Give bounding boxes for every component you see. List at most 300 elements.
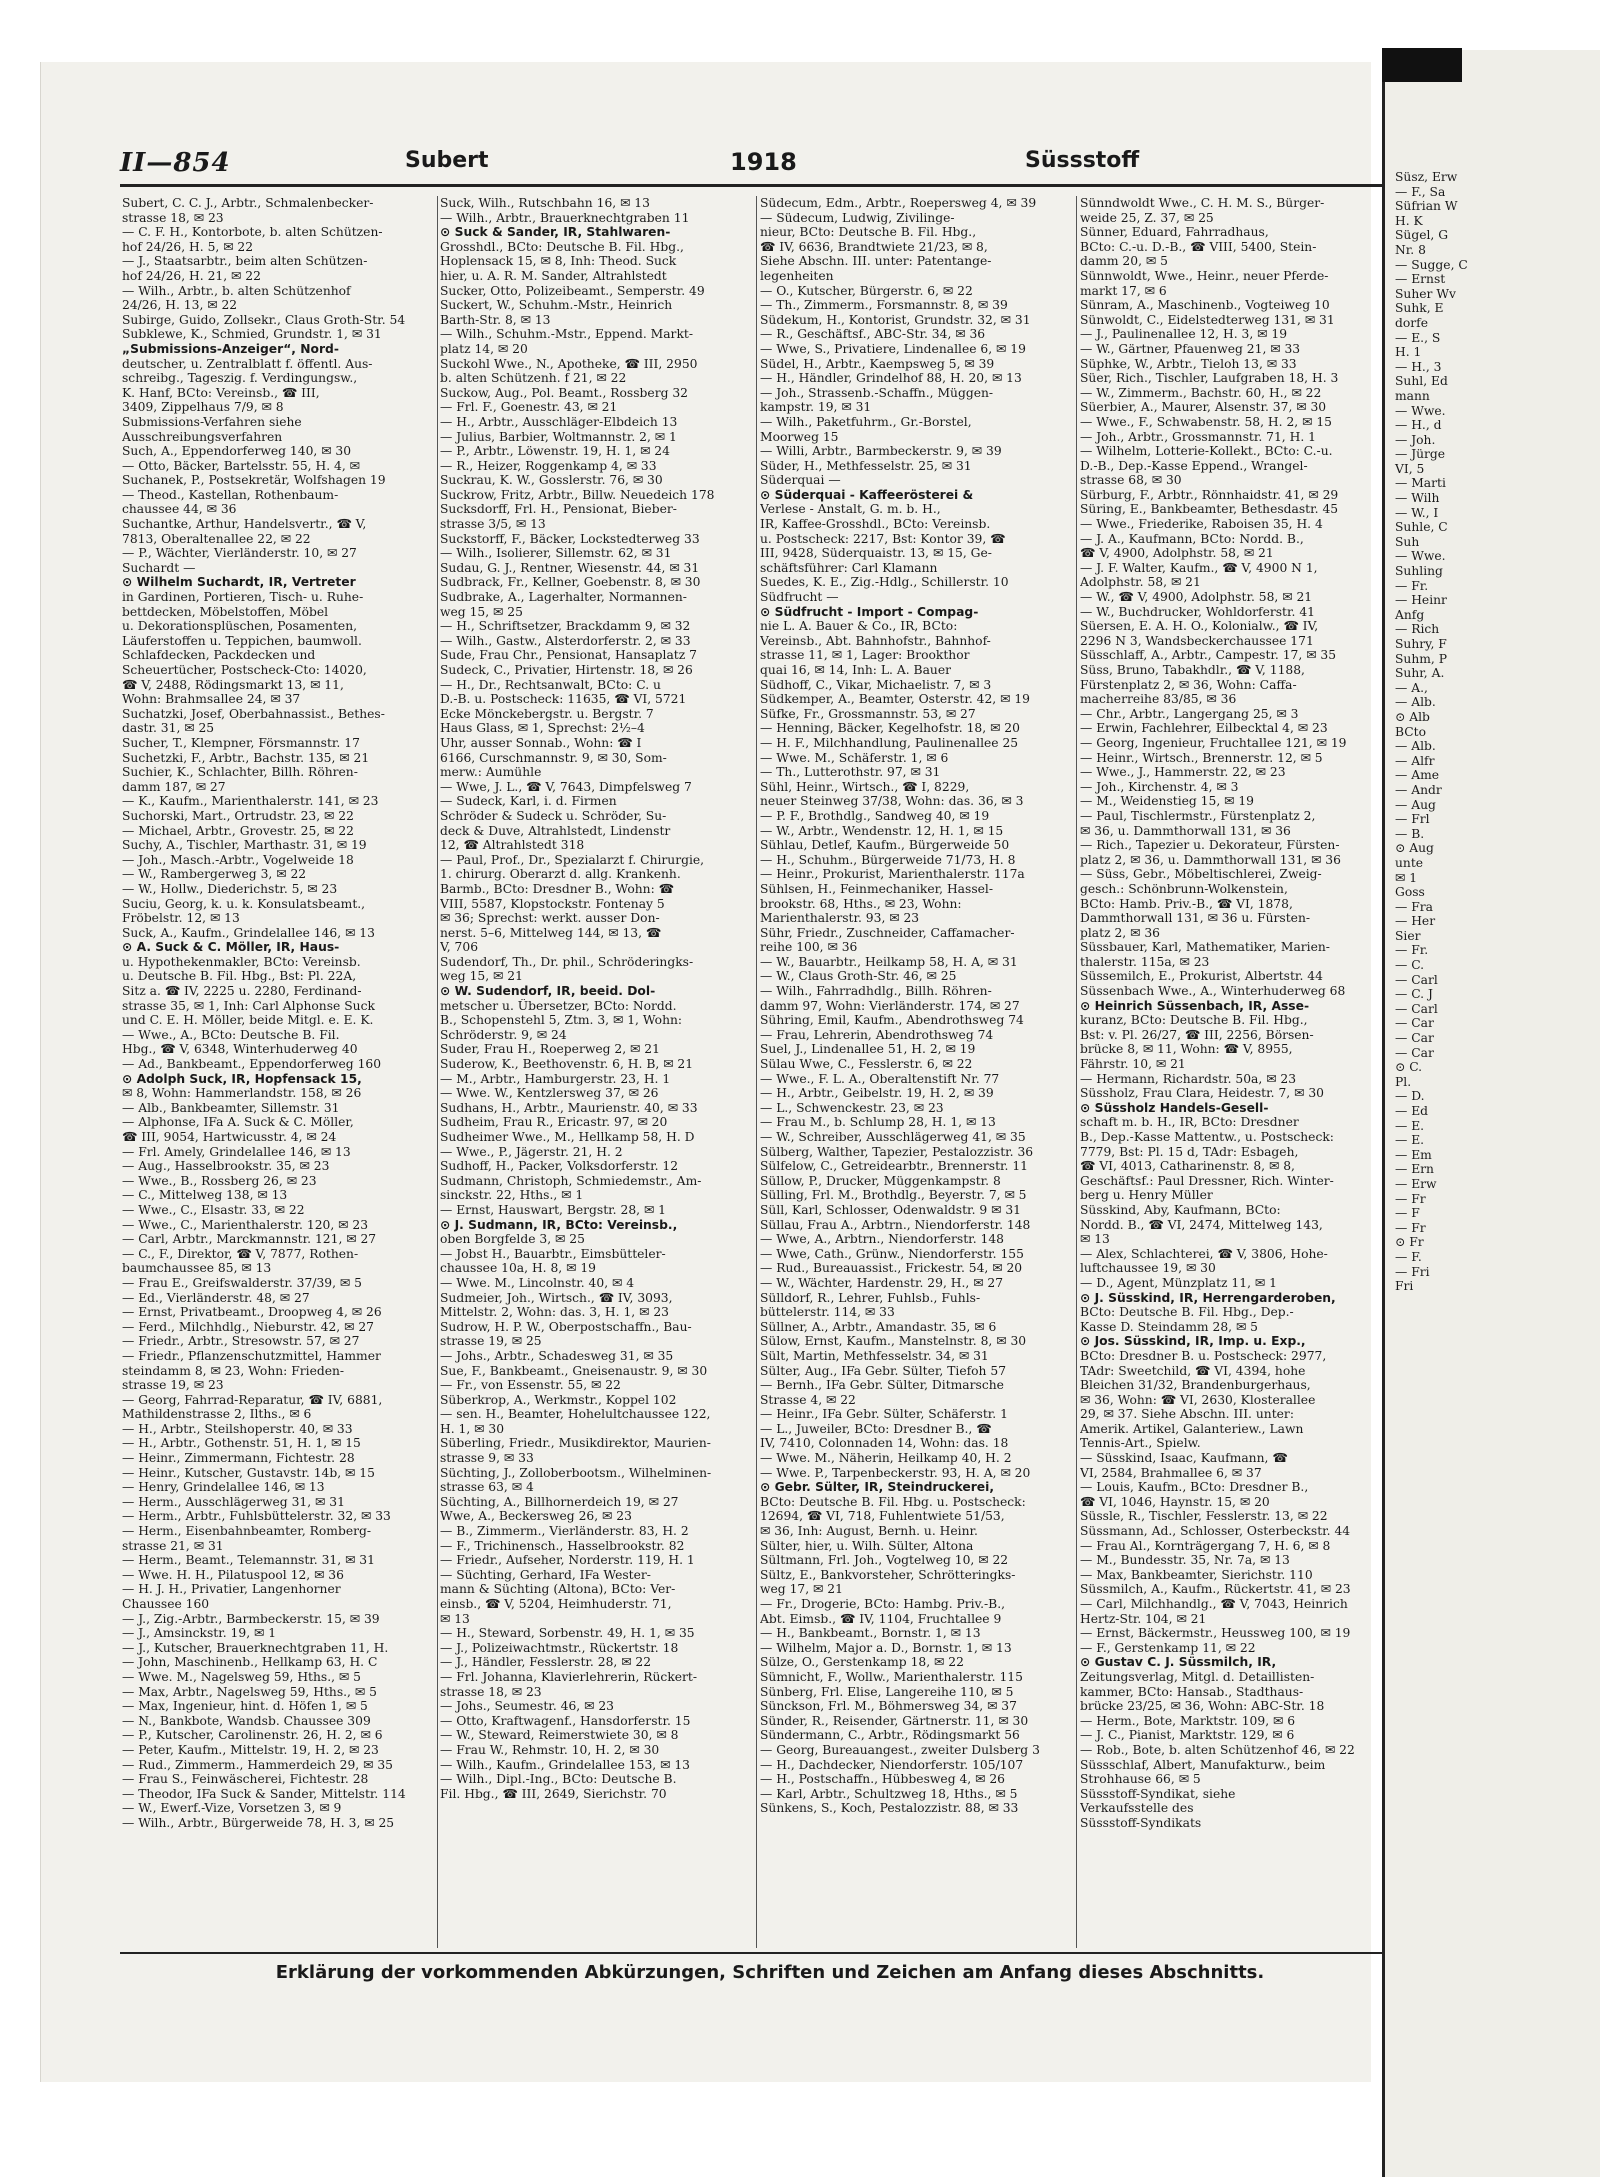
directory-line: Sültz, E., Bankvorsteher, Schrötteringks- bbox=[760, 1567, 1016, 1582]
edge-line: — Ern bbox=[1395, 1162, 1434, 1177]
directory-line: steindamm 8, ✉ 23, Wohn: Frieden- bbox=[122, 1363, 345, 1378]
directory-line: — Jobst H., Bauarbtr., Eimsbütteler- bbox=[440, 1246, 666, 1261]
directory-line: u. Hypothekenmakler, BCto: Vereinsb. bbox=[122, 954, 361, 969]
directory-line: strasse 19, ✉ 23 bbox=[122, 1378, 224, 1393]
edge-line: — Wilh bbox=[1395, 491, 1440, 506]
directory-line: ✉ 8, Wohn: Hammerlandstr. 158, ✉ 26 bbox=[122, 1086, 362, 1101]
directory-line: — Sudeck, Karl, i. d. Firmen bbox=[440, 794, 617, 809]
directory-line: — Henry, Grindelallee 146, ✉ 13 bbox=[122, 1480, 325, 1495]
directory-line: bettdecken, Möbelstoffen, Möbel bbox=[122, 604, 329, 619]
directory-line: Süssbauer, Karl, Mathematiker, Marien- bbox=[1080, 940, 1330, 955]
directory-line: ⊙ Gebr. Sülter, IR, Steindruckerei, bbox=[760, 1480, 994, 1495]
edge-line: Anfg bbox=[1395, 607, 1425, 622]
directory-line: brookstr. 68, Hths., ✉ 23, Wohn: bbox=[760, 896, 962, 911]
edge-line: — E., S bbox=[1395, 330, 1441, 345]
directory-line: Sudhans, H., Arbtr., Maurienstr. 40, ✉ 33 bbox=[440, 1100, 698, 1115]
footer-rule bbox=[120, 1952, 1382, 1954]
directory-line: 12, ☎ Altrahlstedt 318 bbox=[440, 838, 585, 853]
directory-line: VI, 2584, Brahmallee 6, ✉ 37 bbox=[1080, 1465, 1262, 1480]
directory-line: — R., Geschäftsf., ABC-Str. 34, ✉ 36 bbox=[760, 327, 986, 342]
directory-line: Sitz a. ☎ IV, 2225 u. 2280, Ferdinand- bbox=[122, 984, 362, 999]
directory-line: strasse 18, ✉ 23 bbox=[122, 210, 224, 225]
directory-line: H. 1, ✉ 30 bbox=[440, 1421, 505, 1436]
directory-line: Moorweg 15 bbox=[760, 429, 839, 444]
directory-line: Sudmann, Christoph, Schmiedemstr., Am- bbox=[440, 1173, 702, 1188]
directory-line: — W., Claus Groth-Str. 46, ✉ 25 bbox=[760, 969, 957, 984]
edge-line: Süsz, Erw bbox=[1395, 170, 1458, 184]
directory-line: macherreihe 83/85, ✉ 36 bbox=[1080, 692, 1237, 707]
directory-line: Sünberg, Frl. Elise, Langereihe 110, ✉ 5 bbox=[760, 1684, 1014, 1699]
edge-line: Suhr, A. bbox=[1395, 666, 1445, 681]
directory-line: Sucher, T., Klempner, Försmannstr. 17 bbox=[122, 735, 360, 750]
directory-line: Süss, Bruno, Tabakhdlr., ☎ V, 1188, bbox=[1080, 663, 1305, 677]
directory-line: brücke 23/25, ✉ 36, Wohn: ABC-Str. 18 bbox=[1080, 1699, 1325, 1714]
directory-line: IV, 7410, Colonnaden 14, Wohn: das. 18 bbox=[760, 1436, 1009, 1451]
directory-line: deutscher, u. Zentralblatt f. öffentl. Aus- bbox=[122, 356, 373, 371]
directory-line: Süssenbach Wwe., A., Winterhuderweg 68 bbox=[1080, 984, 1346, 999]
directory-line: — M., Weidenstieg 15, ✉ 19 bbox=[1080, 794, 1255, 809]
directory-line: Submissions-Verfahren siehe bbox=[122, 414, 302, 429]
directory-line: — J. A., Kaufmann, BCto: Nordd. B., bbox=[1080, 531, 1304, 546]
directory-line: Grosshdl., BCto: Deutsche B. Fil. Hbg., bbox=[440, 239, 684, 254]
directory-line: ✉ 36, u. Dammthorwall 131, ✉ 36 bbox=[1080, 823, 1291, 838]
directory-line: Süll, Karl, Schlosser, Odenwaldstr. 9 ✉ 31 bbox=[760, 1202, 1021, 1217]
directory-line: platz 2, ✉ 36, u. Dammthorwall 131, ✉ 36 bbox=[1080, 852, 1341, 867]
directory-line: Dammthorwall 131, ✉ 36 u. Fürsten- bbox=[1080, 911, 1311, 926]
directory-line: — Ernst, Hauswart, Bergstr. 28, ✉ 1 bbox=[440, 1202, 666, 1217]
directory-line: — Rich., Tapezier u. Dekorateur, Fürsten- bbox=[1080, 838, 1340, 853]
directory-line: Sudheimer Wwe., M., Hellkamp 58, H. D bbox=[440, 1130, 695, 1144]
edge-line: — Andr bbox=[1395, 782, 1442, 797]
directory-line: strasse 18, ✉ 23 bbox=[440, 1684, 542, 1699]
directory-column-4 bbox=[1080, 196, 1380, 1948]
next-page-edge bbox=[1382, 50, 1600, 2177]
directory-line: TAdr: Sweetchild, ☎ VI, 4394, hohe bbox=[1080, 1363, 1306, 1378]
directory-line: — Frau E., Greifswalderstr. 37/39, ✉ 5 bbox=[122, 1275, 362, 1290]
directory-line: 7813, Oberaltenallee 22, ✉ 22 bbox=[122, 531, 311, 546]
directory-line: Ecke Mönckebergstr. u. Bergstr. 7 bbox=[440, 706, 654, 721]
directory-line: ⊙ J. Sudmann, IR, BCto: Vereinsb., bbox=[440, 1217, 678, 1232]
directory-line: chaussee 44, ✉ 36 bbox=[122, 502, 237, 517]
directory-line: — W., Rambergerweg 3, ✉ 22 bbox=[122, 867, 307, 882]
edge-line: — Marti bbox=[1395, 476, 1446, 491]
directory-line: ⊙ Süssholz Handels-Gesell- bbox=[1080, 1100, 1269, 1115]
directory-line: Schröder & Sudeck u. Schröder, Su- bbox=[440, 808, 667, 823]
edge-line: — Wwe. bbox=[1395, 549, 1446, 564]
directory-line: Geschäftsf.: Paul Dressner, Rich. Winter- bbox=[1080, 1173, 1334, 1188]
directory-line: ✉ 36, Inh: August, Bernh. u. Heinr. bbox=[760, 1524, 978, 1539]
directory-line: — Wilh., Arbtr., b. alten Schützenhof bbox=[122, 283, 351, 298]
directory-line: — Süss, Gebr., Möbeltischlerei, Zweig- bbox=[1080, 867, 1322, 882]
edge-line: — Ed bbox=[1395, 1104, 1429, 1118]
directory-line: — W., Hollw., Diederichstr. 5, ✉ 23 bbox=[122, 881, 338, 896]
directory-line: — Carl, Arbtr., Marckmannstr. 121, ✉ 27 bbox=[122, 1232, 377, 1247]
directory-line: Sucksdorff, Frl. H., Pensionat, Bieber- bbox=[440, 502, 677, 517]
directory-line: Süssstoff-Syndikat, siehe bbox=[1080, 1786, 1236, 1801]
edge-line: — W., I bbox=[1395, 505, 1439, 520]
directory-line: Vereinsb., Abt. Bahnhofstr., Bahnhof- bbox=[760, 633, 991, 648]
directory-line: weg 15, ✉ 25 bbox=[440, 604, 523, 619]
directory-line: — Frau S., Feinwäscherei, Fichtestr. 28 bbox=[122, 1772, 369, 1787]
directory-line: Suckert, W., Schuhm.-Mstr., Heinrich bbox=[440, 298, 673, 313]
directory-line: — Joh., Arbtr., Grossmannstr. 71, H. 1 bbox=[1080, 429, 1316, 444]
edge-line: Suhling bbox=[1395, 564, 1443, 579]
directory-line: — C., Mittelweg 138, ✉ 13 bbox=[122, 1188, 288, 1203]
directory-line: — Frau, Lehrerin, Abendrothsweg 74 bbox=[760, 1027, 994, 1042]
directory-line: — Wwe. H. H., Pilatuspool 12, ✉ 36 bbox=[122, 1567, 344, 1582]
directory-line: nieur, BCto: Deutsche B. Fil. Hbg., bbox=[760, 225, 977, 240]
directory-line: Sudau, G. J., Rentner, Wiesenstr. 44, ✉ 31 bbox=[440, 560, 700, 575]
directory-line: Süssmilch, A., Kaufm., Rückertstr. 41, ✉ 23 bbox=[1080, 1582, 1351, 1597]
directory-line: B., Dep.-Kasse Mattentw., u. Postscheck: bbox=[1080, 1130, 1334, 1144]
directory-line: damm 187, ✉ 27 bbox=[122, 779, 226, 794]
directory-line: — Friedr., Pflanzenschutzmittel, Hammer bbox=[122, 1348, 381, 1363]
edge-line: Sügel, G bbox=[1395, 228, 1449, 243]
directory-line: — Max, Bankbeamter, Sierichstr. 110 bbox=[1080, 1567, 1313, 1582]
directory-line: Südel, H., Arbtr., Kaempsweg 5, ✉ 39 bbox=[760, 356, 995, 371]
edge-line: — H., 3 bbox=[1395, 359, 1442, 374]
directory-line: Hbg., ☎ V, 6348, Winterhuderweg 40 bbox=[122, 1042, 358, 1057]
edge-line: — Fra bbox=[1395, 899, 1433, 914]
directory-line: ☎ VI, 4013, Catharinenstr. 8, ✉ 8, bbox=[1080, 1159, 1295, 1174]
directory-line: K. Hanf, BCto: Vereinsb., ☎ III, bbox=[122, 385, 320, 400]
edge-line: Suhm, P bbox=[1395, 651, 1448, 666]
edge-line: Süfrian W bbox=[1395, 199, 1458, 214]
directory-line: strasse 35, ✉ 1, Inh: Carl Alphonse Suck bbox=[122, 998, 375, 1013]
directory-line: 3409, Zippelhaus 7/9, ✉ 8 bbox=[122, 400, 284, 415]
directory-line: reihe 100, ✉ 36 bbox=[760, 940, 858, 955]
directory-line: — Ernst, Privatbeamt., Droopweg 4, ✉ 26 bbox=[122, 1305, 382, 1320]
edge-line: — Fr bbox=[1395, 1220, 1426, 1235]
directory-line: Hoplensack 15, ✉ 8, Inh: Theod. Suck bbox=[440, 254, 677, 269]
directory-line: — Wwe. M., Näherin, Heilkamp 40, H. 2 bbox=[760, 1451, 1012, 1466]
edge-line: — A., bbox=[1395, 680, 1428, 695]
directory-line: hof 24/26, H. 5, ✉ 22 bbox=[122, 239, 254, 254]
directory-line: brücke 8, ✉ 11, Wohn: ☎ V, 8955, bbox=[1080, 1042, 1293, 1057]
directory-line: — J. F. Walter, Kaufm., ☎ V, 4900 N 1, bbox=[1080, 560, 1318, 575]
directory-line: Sünwoldt, C., Eidelstedterweg 131, ✉ 31 bbox=[1080, 312, 1335, 327]
edge-line: ⊙ C. bbox=[1395, 1060, 1423, 1075]
abbreviations-note: Erklärung der vorkommenden Abkürzungen, Schriften und Zeichen am Anfang dieses Abschnitts. bbox=[275, 1962, 1265, 1983]
directory-line: — D., Agent, Münzplatz 11, ✉ 1 bbox=[1080, 1275, 1277, 1290]
directory-line: — Wwe. M., Lincolnstr. 40, ✉ 4 bbox=[440, 1275, 635, 1290]
directory-line: Sürburg, F., Arbtr., Rönnhaidstr. 41, ✉ 29 bbox=[1080, 487, 1339, 502]
directory-line: kuranz, BCto: Deutsche B. Fil. Hbg., bbox=[1080, 1013, 1308, 1028]
edge-line: — Her bbox=[1395, 914, 1436, 929]
directory-line: — R., Heizer, Roggenkamp 4, ✉ 33 bbox=[440, 458, 657, 473]
directory-line: Suciu, Georg, k. u. k. Konsulatsbeamt., bbox=[122, 896, 366, 911]
directory-line: Such, A., Eppendorferweg 140, ✉ 30 bbox=[122, 444, 352, 459]
directory-line: Suel, J., Lindenallee 51, H. 2, ✉ 19 bbox=[760, 1042, 976, 1057]
directory-line: — Frau Al., Kornträgergang 7, H. 6, ✉ 8 bbox=[1080, 1538, 1331, 1553]
directory-line: Chaussee 160 bbox=[122, 1597, 210, 1611]
directory-line: — C. F. H., Kontorbote, b. alten Schützen- bbox=[122, 225, 383, 240]
directory-line: kampstr. 19, ✉ 31 bbox=[760, 400, 872, 415]
directory-line: und C. E. H. Möller, beide Mitgl. e. E. K. bbox=[122, 1013, 374, 1028]
directory-line: Süllow, P., Drucker, Müggenkampstr. 8 bbox=[760, 1173, 1001, 1188]
directory-line: — Süsskind, Isaac, Kaufmann, ☎ bbox=[1080, 1451, 1288, 1466]
directory-line: Suckrau, K. W., Gosslerstr. 76, ✉ 30 bbox=[440, 473, 663, 488]
directory-line: 7779, Bst: Pl. 15 d, TAdr: Esbageh, bbox=[1080, 1144, 1299, 1159]
directory-line: damm 20, ✉ 5 bbox=[1080, 254, 1168, 269]
directory-line: Strohhause 66, ✉ 5 bbox=[1080, 1772, 1201, 1787]
directory-line: — Herm., Bote, Marktstr. 109, ✉ 6 bbox=[1080, 1713, 1296, 1728]
directory-line: gesch.: Schönbrunn-Wolkenstein, bbox=[1080, 881, 1288, 896]
directory-line: Sülter, hier, u. Wilh. Sülter, Altona bbox=[760, 1538, 974, 1553]
directory-line: BCto: Hamb. Priv.-B., ☎ VI, 1878, bbox=[1080, 896, 1293, 911]
directory-line: — Th., Zimmerm., Forsmannstr. 8, ✉ 39 bbox=[760, 298, 1008, 313]
directory-line: strasse 11, ✉ 1, Lager: Brookthor bbox=[760, 648, 970, 663]
directory-line: — P., Kutscher, Carolinenstr. 26, H. 2, ✉ 6 bbox=[122, 1728, 383, 1743]
directory-line: — J., Amsinckstr. 19, ✉ 1 bbox=[122, 1626, 277, 1641]
directory-line: Süssmann, Ad., Schlosser, Osterbeckstr. 44 bbox=[1080, 1524, 1351, 1539]
directory-line: Sünkens, S., Koch, Pestalozzistr. 88, ✉ 33 bbox=[760, 1801, 1019, 1816]
directory-line: Suedes, K. E., Zig.-Hdlg., Schillerstr. 10 bbox=[760, 575, 1009, 590]
edge-line: — Heinr bbox=[1395, 593, 1447, 608]
directory-column-1 bbox=[122, 196, 434, 1948]
directory-column-3 bbox=[760, 196, 1072, 1948]
directory-line: hof 24/26, H. 21, ✉ 22 bbox=[122, 268, 261, 283]
directory-line: — Wwe, S., Privatiere, Lindenallee 6, ✉ 19 bbox=[760, 341, 1026, 356]
edge-line: — Em bbox=[1395, 1147, 1432, 1162]
directory-line: strasse 63, ✉ 4 bbox=[440, 1480, 534, 1495]
directory-line: — H., Dachdecker, Niendorferstr. 105/107 bbox=[760, 1757, 1024, 1772]
directory-line: Schröderstr. 9, ✉ 24 bbox=[440, 1027, 567, 1042]
directory-line: Süchting, J., Zolloberbootsm., Wilhelminen- bbox=[440, 1465, 712, 1480]
directory-line: 12694, ☎ VI, 718, Fuhlentwiete 51/53, bbox=[760, 1509, 1005, 1524]
directory-line: nie L. A. Bauer & Co., IR, BCto: bbox=[760, 619, 958, 634]
edge-line: ⊙ Alb bbox=[1395, 709, 1430, 724]
column-divider bbox=[1076, 196, 1077, 1948]
directory-line: schreibg., Tageszig. f. Verdingungsw., bbox=[122, 371, 358, 386]
directory-line: — Wwe., B., Rossberg 26, ✉ 23 bbox=[122, 1173, 317, 1188]
directory-line: — Wwe, A., Arbtrn., Niendorferstr. 148 bbox=[760, 1232, 1004, 1247]
directory-line: — Rob., Bote, b. alten Schützenhof 46, ✉ 22 bbox=[1080, 1742, 1355, 1757]
directory-line: — J., Staatsarbtr., beim alten Schützen- bbox=[122, 254, 368, 269]
directory-line: Süssholz, Frau Clara, Heidestr. 7, ✉ 30 bbox=[1080, 1086, 1324, 1101]
directory-line: thalerstr. 115a, ✉ 23 bbox=[1080, 954, 1210, 969]
directory-line: — Alphonse, IFa A. Suck & C. Möller, bbox=[122, 1115, 354, 1130]
directory-line: Suckohl Wwe., N., Apotheke, ☎ III, 2950 bbox=[440, 356, 698, 371]
directory-line: in Gardinen, Portieren, Tisch- u. Ruhe- bbox=[122, 590, 364, 605]
edge-line: H. K bbox=[1395, 213, 1423, 228]
edge-line: Suhle, C bbox=[1395, 520, 1448, 535]
directory-line: — W., Zimmerm., Bachstr. 60, H., ✉ 22 bbox=[1080, 385, 1322, 400]
directory-line: — Wwe., F. L. A., Oberaltenstift Nr. 77 bbox=[760, 1071, 1000, 1086]
directory-line: Suckrow, Fritz, Arbtr., Billw. Neuedeich 178 bbox=[440, 487, 715, 502]
directory-line: — Aug., Hasselbrookstr. 35, ✉ 23 bbox=[122, 1159, 330, 1174]
directory-line: — Rud., Bureauassist., Frickestr. 54, ✉ 20 bbox=[760, 1261, 1023, 1276]
directory-line: — Peter, Kaufm., Mittelstr. 19, H. 2, ✉ 23 bbox=[122, 1742, 379, 1757]
directory-line: Mathildenstrasse 2, Ilths., ✉ 6 bbox=[122, 1407, 312, 1422]
page-number: II—854 bbox=[120, 148, 231, 178]
directory-line: Läuferstoffen u. Teppichen, baumwoll. bbox=[122, 633, 362, 648]
directory-line: strasse 21, ✉ 31 bbox=[122, 1538, 224, 1553]
directory-line: Barth-Str. 8, ✉ 13 bbox=[440, 312, 551, 327]
directory-line: — Carl, Milchhandlg., ☎ V, 7043, Heinrich bbox=[1080, 1597, 1348, 1611]
edge-line: unte bbox=[1395, 855, 1424, 870]
directory-line: Sudbrack, Fr., Kellner, Goebenstr. 8, ✉ 30 bbox=[440, 575, 701, 590]
directory-line: — Heinr., IFa Gebr. Sülter, Schäferstr. 1 bbox=[760, 1407, 1008, 1422]
directory-line: Ausschreibungsverfahren bbox=[122, 429, 283, 444]
directory-line: — Louis, Kaufm., BCto: Dresdner B., bbox=[1080, 1480, 1309, 1495]
directory-line: ⊙ J. Süsskind, IR, Herrengarderoben, bbox=[1080, 1290, 1336, 1305]
directory-line: Süssle, R., Tischler, Fesslerstr. 13, ✉ 22 bbox=[1080, 1509, 1328, 1524]
directory-line: — Paul, Prof., Dr., Spezialarzt f. Chirurgie, bbox=[440, 852, 705, 867]
directory-line: — Friedr., Arbtr., Stresowstr. 57, ✉ 27 bbox=[122, 1334, 360, 1349]
directory-line: — Johs., Seumestr. 46, ✉ 23 bbox=[440, 1699, 614, 1714]
directory-line: — Wwe., J., Hammerstr. 22, ✉ 23 bbox=[1080, 765, 1286, 780]
edge-line: Goss bbox=[1395, 885, 1425, 900]
edge-line: Suher Wv bbox=[1395, 286, 1456, 301]
directory-line: Scheuertücher, Postscheck-Cto: 14020, bbox=[122, 663, 367, 677]
directory-line: weg 17, ✉ 21 bbox=[760, 1582, 843, 1597]
directory-line: weg 15, ✉ 21 bbox=[440, 969, 523, 984]
directory-line: BCto: Deutsche B. Fil. Hbg. u. Postscheck: bbox=[760, 1494, 1026, 1509]
directory-line: V, 706 bbox=[440, 940, 479, 955]
directory-line: — Joh., Masch.-Arbtr., Vogelweide 18 bbox=[122, 852, 354, 867]
directory-line: — H. F., Milchhandlung, Paulinenallee 25 bbox=[760, 735, 1019, 750]
directory-line: — Wwe. W., Kentzlersweg 37, ✉ 26 bbox=[440, 1086, 659, 1101]
directory-line: — K., Kaufm., Marienthalerstr. 141, ✉ 23 bbox=[122, 794, 379, 809]
directory-line: — H., Arbtr., Gothenstr. 51, H. 1, ✉ 15 bbox=[122, 1436, 361, 1451]
directory-line: Sucker, Otto, Polizeibeamt., Semperstr. 49 bbox=[440, 283, 705, 298]
directory-line: Sündermann, C., Arbtr., Rödingsmarkt 56 bbox=[760, 1728, 1020, 1743]
directory-line: Sühring, Emil, Kaufm., Abendrothsweg 74 bbox=[760, 1013, 1024, 1028]
page-tab-marker bbox=[1382, 48, 1462, 82]
directory-line: Südecum, Edm., Arbtr., Roepersweg 4, ✉ 39 bbox=[760, 196, 1037, 210]
directory-line: — W., Schreiber, Ausschlägerweg 41, ✉ 35 bbox=[760, 1130, 1026, 1144]
directory-line: — Fr., von Essenstr. 55, ✉ 22 bbox=[440, 1378, 621, 1393]
directory-line: markt 17, ✉ 6 bbox=[1080, 283, 1167, 298]
directory-line: — Fr., Drogerie, BCto: Hambg. Priv.-B., bbox=[760, 1597, 1006, 1611]
edge-line: ✉ 1 bbox=[1395, 870, 1418, 885]
directory-line: platz 2, ✉ 36 bbox=[1080, 925, 1160, 940]
edge-line: — B. bbox=[1395, 826, 1425, 841]
directory-line: Suchanek, P., Postsekretär, Wolfshagen 19 bbox=[122, 473, 386, 488]
directory-line: — H., Schriftsetzer, Brackdamm 9, ✉ 32 bbox=[440, 619, 691, 634]
directory-line: chaussee 10a, H. 8, ✉ 19 bbox=[440, 1261, 596, 1276]
directory-line: — Herm., Ausschlägerweg 31, ✉ 31 bbox=[122, 1494, 345, 1509]
directory-line: — Michael, Arbtr., Grovestr. 25, ✉ 22 bbox=[122, 823, 354, 838]
directory-line: — Herm., Beamt., Telemannstr. 31, ✉ 31 bbox=[122, 1553, 375, 1568]
directory-line: Suchy, A., Tischler, Marthastr. 31, ✉ 19 bbox=[122, 838, 367, 853]
directory-line: — Wwe., A., BCto: Deutsche B. Fil. bbox=[122, 1027, 340, 1042]
directory-line: b. alten Schützenh. f 21, ✉ 22 bbox=[440, 371, 627, 386]
directory-line: — Paul, Tischlermstr., Fürstenplatz 2, bbox=[1080, 808, 1316, 823]
directory-line: — Wwe. M., Nagelsweg 59, Hths., ✉ 5 bbox=[122, 1669, 361, 1684]
directory-line: ⊙ Gustav C. J. Süssmilch, IR, bbox=[1080, 1655, 1277, 1670]
directory-line: Südhoff, C., Vikar, Michaelistr. 7, ✉ 3 bbox=[760, 677, 992, 692]
directory-line: — Wwe, J. L., ☎ V, 7643, Dimpfelsweg 7 bbox=[440, 779, 692, 794]
column-divider bbox=[437, 196, 438, 1948]
directory-line: — Max, Arbtr., Nagelsweg 59, Hths., ✉ 5 bbox=[122, 1684, 377, 1699]
directory-line: Tennis-Art., Spielw. bbox=[1080, 1436, 1201, 1451]
directory-line: ⊙ Süderquai - Kaffeerösterei & bbox=[760, 487, 974, 502]
directory-line: — Erwin, Fachlehrer, Eilbecktal 4, ✉ 23 bbox=[1080, 721, 1328, 736]
directory-line: Südkemper, A., Beamter, Osterstr. 42, ✉ 19 bbox=[760, 692, 1030, 707]
directory-line: Sudbrake, A., Lagerhalter, Normannen- bbox=[440, 590, 687, 605]
directory-line: — H., Arbtr., Ausschläger-Elbdeich 13 bbox=[440, 414, 678, 429]
directory-line: Sünnwoldt, Wwe., Heinr., neuer Pferde- bbox=[1080, 268, 1329, 283]
directory-line: — Frl. Johanna, Klavierlehrerin, Rückert- bbox=[440, 1669, 698, 1684]
directory-line: — Süchting, Gerhard, IFa Wester- bbox=[440, 1567, 651, 1582]
directory-line: Suchetzki, F., Arbtr., Bachstr. 135, ✉ 21 bbox=[122, 750, 370, 765]
directory-line: — Friedr., Aufseher, Norderstr. 119, H. 1 bbox=[440, 1553, 695, 1568]
edge-line: — Alb. bbox=[1395, 695, 1436, 710]
edge-line: — Alb. bbox=[1395, 739, 1436, 754]
directory-line: — Wilh., Isolierer, Sillemstr. 62, ✉ 31 bbox=[440, 546, 672, 561]
directory-line: Zeitungsverlag, Mitgl. d. Detaillisten- bbox=[1080, 1669, 1315, 1684]
directory-line: strasse 3/5, ✉ 13 bbox=[440, 517, 546, 532]
directory-line: — Wilh., Arbtr., Brauerknechtgraben 11 bbox=[440, 210, 690, 225]
directory-line: Fil. Hbg., ☎ III, 2649, Sierichstr. 70 bbox=[440, 1786, 667, 1801]
edge-line: H. 1 bbox=[1395, 345, 1422, 360]
directory-line: — Heinr., Prokurist, Marienthalerstr. 117a bbox=[760, 867, 1025, 882]
directory-line: ☎ V, 2488, Rödingsmarkt 13, ✉ 11, bbox=[122, 677, 344, 692]
directory-line: u. Dekorationsplüschen, Posamenten, bbox=[122, 619, 358, 634]
directory-line: — H., Händler, Grindelhof 88, H. 20, ✉ 13 bbox=[760, 371, 1022, 386]
directory-line: ⊙ A. Suck & C. Möller, IR, Haus- bbox=[122, 940, 340, 955]
directory-line: — Wwe. M., Schäferstr. 1, ✉ 6 bbox=[760, 750, 949, 765]
directory-line: ✉ 36, Wohn: ☎ VI, 2630, Klosterallee bbox=[1080, 1392, 1316, 1407]
header-first-entry: Subert bbox=[405, 148, 489, 173]
directory-line: ☎ III, 9054, Hartwicusstr. 4, ✉ 24 bbox=[122, 1130, 337, 1144]
edge-line: — C. bbox=[1395, 958, 1425, 973]
edge-line: — Carl bbox=[1395, 972, 1438, 987]
directory-line: — Alex, Schlachterei, ☎ V, 3806, Hohe- bbox=[1080, 1246, 1328, 1261]
directory-line: — Julius, Barbier, Woltmannstr. 2, ✉ 1 bbox=[440, 429, 677, 444]
directory-line: — H., Dr., Rechtsanwalt, BCto: C. u bbox=[440, 677, 661, 692]
directory-line: luftchaussee 19, ✉ 30 bbox=[1080, 1261, 1216, 1276]
directory-line: — P., Arbtr., Löwenstr. 19, H. 1, ✉ 24 bbox=[440, 444, 670, 459]
edge-line: Suh bbox=[1395, 534, 1420, 549]
directory-line: — O., Kutscher, Bürgerstr. 6, ✉ 22 bbox=[760, 283, 973, 298]
directory-line: ☎ V, 4900, Adolphstr. 58, ✉ 21 bbox=[1080, 546, 1274, 561]
directory-line: — Joh., Strassenb.-Schaffn., Müggen- bbox=[760, 385, 994, 400]
edge-line: — E. bbox=[1395, 1118, 1425, 1133]
directory-line: — H., Bankbeamt., Bornstr. 1, ✉ 13 bbox=[760, 1626, 981, 1641]
directory-line: Süring, E., Bankbeamter, Bethesdastr. 45 bbox=[1080, 502, 1339, 517]
edge-line: — Fr. bbox=[1395, 578, 1429, 593]
directory-line: — F., Gerstenkamp 11, ✉ 22 bbox=[1080, 1640, 1256, 1655]
directory-column-2 bbox=[440, 196, 752, 1948]
directory-line: — M., Bundesstr. 35, Nr. 7a, ✉ 13 bbox=[1080, 1553, 1290, 1568]
directory-line: Südfrucht — bbox=[760, 590, 839, 605]
directory-line: 2296 N 3, Wandsbeckerchaussee 171 bbox=[1080, 633, 1314, 648]
directory-line: — Wilh., Dipl.-Ing., BCto: Deutsche B. bbox=[440, 1772, 677, 1787]
directory-line: berg u. Henry Müller bbox=[1080, 1188, 1213, 1203]
directory-line: Sühlsen, H., Feinmechaniker, Hassel- bbox=[760, 881, 994, 896]
edge-line: dorfe bbox=[1395, 315, 1428, 330]
running-header bbox=[120, 148, 1375, 182]
directory-line: — Wilh., Schuhm.-Mstr., Eppend. Markt- bbox=[440, 327, 693, 342]
directory-line: Suchier, K., Schlachter, Billh. Röhren- bbox=[122, 765, 358, 780]
edge-line: Suhry, F bbox=[1395, 637, 1447, 651]
directory-line: Sültmann, Frl. Joh., Vogtelweg 10, ✉ 22 bbox=[760, 1553, 1009, 1568]
directory-line: Süllau, Frau A., Arbtrn., Niendorferstr. 148 bbox=[760, 1217, 1031, 1232]
directory-line: — Max, Ingenieur, hint. d. Höfen 1, ✉ 5 bbox=[122, 1699, 368, 1714]
directory-line: — Wilh., Paketfuhrm., Gr.-Borstel, bbox=[760, 414, 972, 429]
directory-line: — Heinr., Kutscher, Gustavstr. 14b, ✉ 15 bbox=[122, 1465, 375, 1480]
directory-line: — Wwe., P., Jägerstr. 21, H. 2 bbox=[440, 1144, 623, 1159]
edge-line: BCto bbox=[1395, 724, 1427, 739]
edge-line: — E. bbox=[1395, 1133, 1425, 1148]
directory-line: — sen. H., Beamter, Hohelultchaussee 122, bbox=[440, 1407, 711, 1422]
directory-line: — J. C., Pianist, Marktstr. 129, ✉ 6 bbox=[1080, 1728, 1295, 1743]
directory-line: Nordd. B., ☎ VI, 2474, Mittelweg 143, bbox=[1080, 1217, 1323, 1232]
directory-line: III, 9428, Süderquaistr. 13, ✉ 15, Ge- bbox=[760, 546, 992, 561]
